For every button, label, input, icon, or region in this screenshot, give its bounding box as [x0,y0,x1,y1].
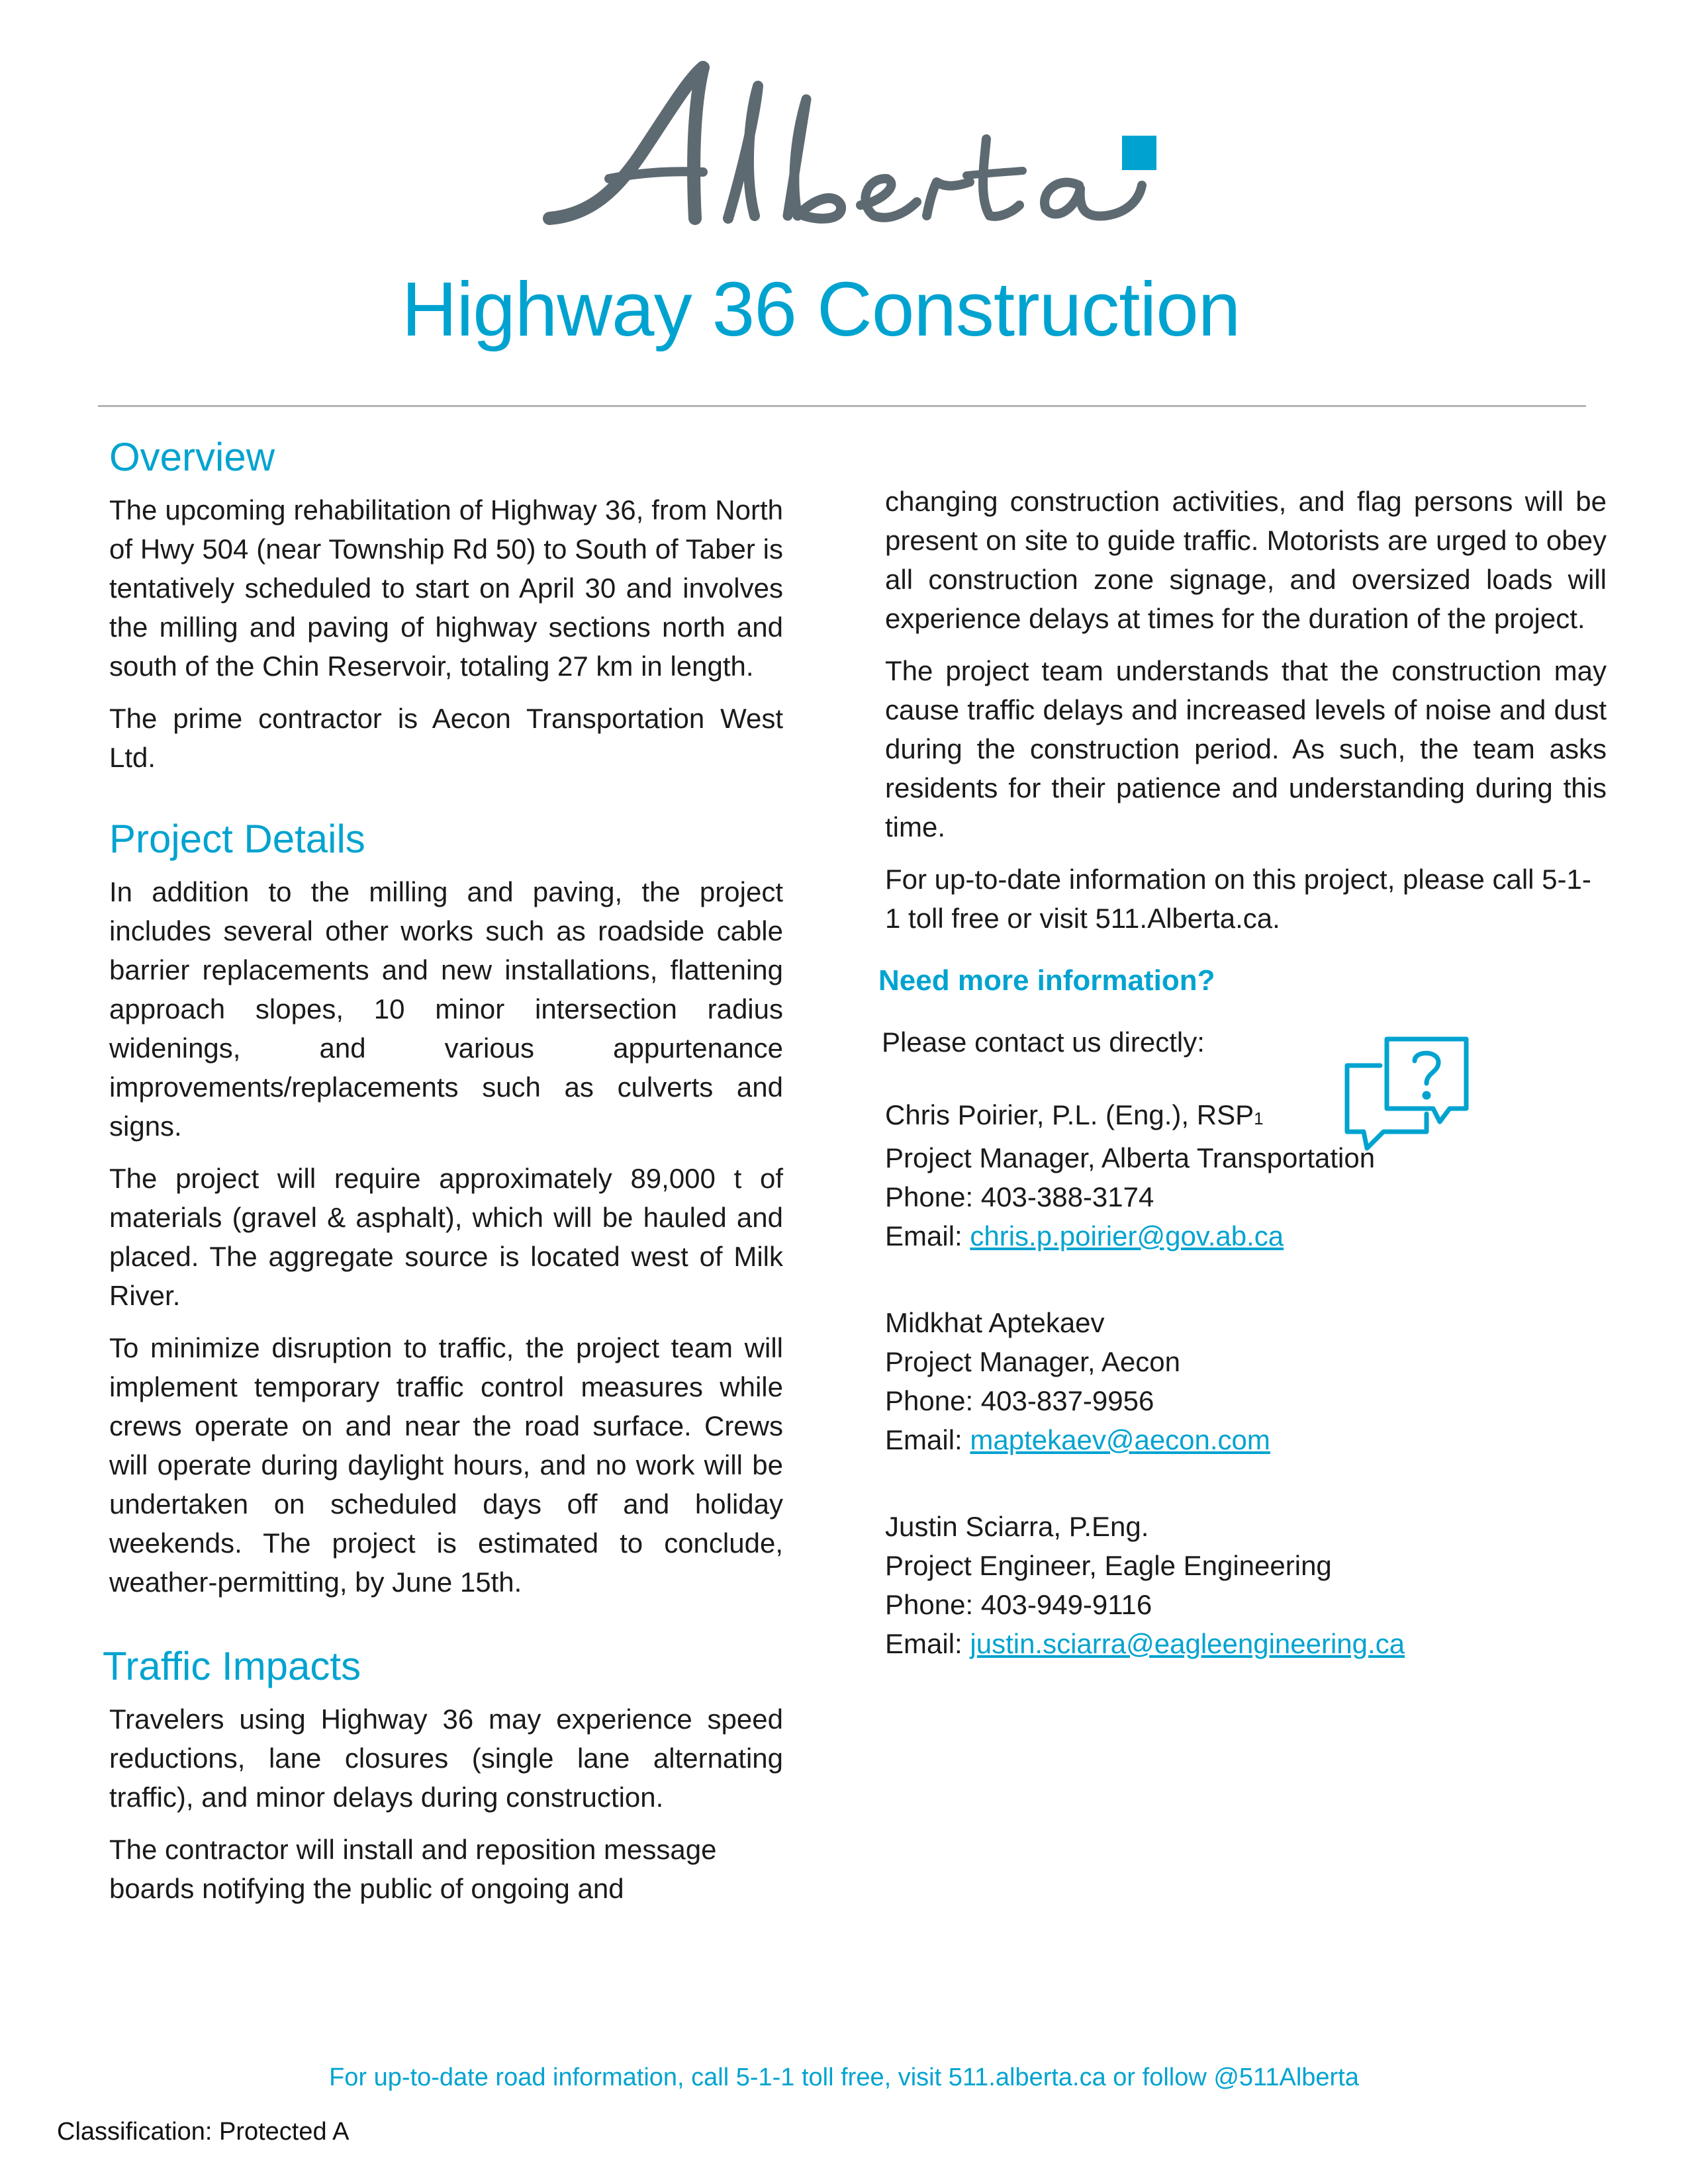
contact-email-line [885,1216,1607,1255]
traffic-impacts-paragraph-5: For up-to-date information on this project, please call 5-1-1 toll free or visit 511.Alberta.ca. [885,864,1591,934]
contact-card [885,1303,1607,1459]
chat-question-icon [1340,1036,1473,1152]
project-details-paragraph-3: To minimize disruption to traffic, the project team will implement temporary traffic control measures while crews operate on and near the road surface. Crews will operate during daylight hours, and no work will be undertaken on scheduled days off and holiday weekends. The project is estimated to conclude, weather-permitting, by June 15th. [109,1332,783,1598]
left-column [103,433,783,1921]
contact-card [885,1507,1607,1663]
contact-email-link[interactable]: justin.sciarra@eagleengineering.ca [970,1628,1405,1659]
traffic-impacts-paragraph-1: Travelers using Highway 36 may experience speed reductions, lane closures (single lane alternating traffic), and minor delays during construction. [109,1704,783,1813]
traffic-impacts-paragraph-3: changing construction activities, and flag persons will be present on site to guide traffic. Motorists are urged to obey all construction zone signage, and oversized loads will experience delays at times for the duration of the project. [885,486,1607,634]
project-details-paragraph-1: In addition to the milling and paving, the project includes several other works such as roadside cable barrier replacements and new installations, flattening approach slopes, 10 minor intersection radius widenings, and various appurtenance improvements/replacements such as culverts and signs. [109,876,783,1142]
contact-name: Midkhat Aptekaev [885,1307,1105,1338]
contact-role: Project Engineer, Eagle Engineering [885,1550,1332,1581]
contact-name-superscript: 1 [1254,1109,1264,1128]
project-details-heading: Project Details [109,817,365,861]
need-more-info-heading: Need more information? [878,964,1215,997]
right-column [878,482,1607,1663]
overview-heading: Overview [109,435,275,479]
contact-email-link[interactable]: maptekaev@aecon.com [970,1424,1270,1455]
page-title: Highway 36 Construction [401,266,1241,352]
contact-phone: Phone: 403-388-3174 [885,1181,1154,1212]
contact-phone: Phone: 403-949-9116 [885,1589,1152,1620]
email-label: Email: [885,1220,962,1251]
classification-label: Classification: Protected A [57,2118,350,2146]
title-divider [98,405,1586,407]
contact-name: Justin Sciarra, P.Eng. [885,1511,1149,1542]
traffic-impacts-paragraph-4: The project team understands that the construction may cause traffic delays and increased levels of noise and dust during the construction period. As such, the team asks residents for their patience and understanding during this time. [885,655,1607,842]
email-label: Email: [885,1424,962,1455]
contact-phone: Phone: 403-837-9956 [885,1385,1154,1416]
contact-email-line [885,1624,1607,1663]
contact-role: Project Manager, Alberta Transportation [885,1142,1376,1173]
contact-name: Chris Poirier, P.L. (Eng.), RSP1 [885,1099,1264,1130]
contact-card [885,1095,1607,1255]
overview-paragraph-1: The upcoming rehabilitation of Highway 36, from North of Hwy 504 (near Township Rd 50) to South of Taber is tentatively scheduled to start on April 30 and involves the milling and paving of highway sections north and south of the Chin Reservoir, totaling 27 km in length. [109,494,783,682]
alberta-logo [530,60,1165,245]
traffic-impacts-heading: Traffic Impacts [103,1644,361,1688]
contact-role: Project Manager, Aecon [885,1346,1180,1377]
email-label: Email: [885,1628,962,1659]
footer-info: For up-to-date road information, call 5-1-1 toll free, visit 511.alberta.ca or follow @511Alberta [329,2064,1359,2091]
contact-intro: Please contact us directly: [882,1026,1205,1058]
traffic-impacts-paragraph-2: The contractor will install and reposition message boards notifying the public of ongoing and [109,1834,717,1904]
project-details-paragraph-2: The project will require approximately 89,000 t of materials (gravel & asphalt), which will be hauled and placed. The aggregate source is located west of Milk River. [109,1163,783,1311]
contact-email-link[interactable]: chris.p.poirier@gov.ab.ca [970,1220,1284,1251]
overview-paragraph-2: The prime contractor is Aecon Transportation West Ltd. [109,703,783,773]
contact-email-line [885,1420,1607,1459]
